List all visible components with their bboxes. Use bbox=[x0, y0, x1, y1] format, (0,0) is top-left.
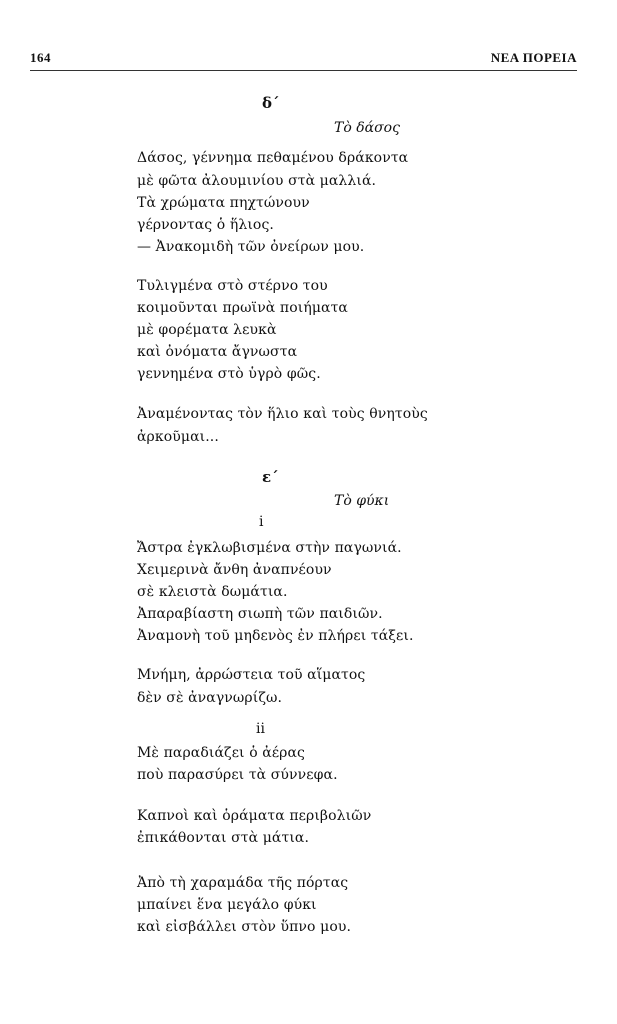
poem-line: Μὲ παραδιάζει ὁ ἀέρας bbox=[137, 745, 306, 761]
poem-line: Ἀπαραβίαστη σιωπὴ τῶν παιδιῶν. bbox=[137, 606, 383, 622]
poem-line: μπαίνει ἕνα μεγάλο φύκι bbox=[137, 897, 317, 913]
part-label-ii: ii bbox=[256, 721, 265, 737]
poem-line: ποὺ παρασύρει τὰ σύννεφα. bbox=[137, 767, 338, 783]
part-label-i: i bbox=[259, 514, 264, 530]
section-mark-d: δ΄ bbox=[262, 94, 280, 112]
poem-line: μὲ φῶτα ἀλουμινίου στὰ μαλλιά. bbox=[137, 173, 377, 189]
poem-line: — Ἀνακομιδὴ τῶν ὀνείρων μου. bbox=[137, 239, 365, 255]
poem-line: Ἀναμονὴ τοῦ μηδενὸς ἐν πλήρει τάξει. bbox=[137, 628, 414, 644]
running-head bbox=[30, 50, 577, 71]
poem-line: Ἀναμένοντας τὸν ἥλιο καὶ τοὺς θνητοὺς bbox=[137, 406, 428, 422]
poem-line: μὲ φορέματα λευκὰ bbox=[137, 322, 277, 338]
poem-line: Καπνοὶ καὶ ὁράματα περιβολιῶν bbox=[137, 808, 372, 824]
journal-title: ΝΕΑ ΠΟΡΕΙΑ bbox=[490, 50, 577, 65]
page-number: 164 bbox=[30, 50, 51, 65]
poem-line: Τὰ χρώματα πηχτώνουν bbox=[137, 195, 310, 211]
poem-title-seaweed: Τὸ φύκι bbox=[334, 493, 390, 509]
poem-line: Τυλιγμένα στὸ στέρνο του bbox=[137, 278, 328, 294]
poem-line: σὲ κλειστὰ δωμάτια. bbox=[137, 584, 288, 600]
poem-line: Ἀπὸ τὴ χαραμάδα τῆς πόρτας bbox=[137, 875, 349, 891]
poem-line: δὲν σὲ ἀναγνωρίζω. bbox=[137, 690, 283, 706]
poem-line: Μνήμη, ἀρρώστεια τοῦ αἵματος bbox=[137, 667, 366, 683]
poem-line: ἐπικάθονται στὰ μάτια. bbox=[137, 830, 310, 846]
poem-line: κοιμοῦνται πρωϊνὰ ποιήματα bbox=[137, 300, 348, 316]
poem-line: γέρνοντας ὁ ἥλιος. bbox=[137, 217, 274, 233]
poem-line: καὶ ὀνόματα ἄγνωστα bbox=[137, 344, 298, 360]
poem-line: ἀρκοῦμαι... bbox=[137, 429, 219, 445]
poem-title-forest: Τὸ δάσος bbox=[334, 120, 400, 136]
poem-line: γεννημένα στὸ ὑγρὸ φῶς. bbox=[137, 366, 321, 382]
section-mark-e: ε΄ bbox=[262, 468, 279, 486]
poem-line: καὶ εἰσβάλλει στὸν ὕπνο μου. bbox=[137, 919, 352, 935]
poem-line: Δάσος, γέννημα πεθαμένου δράκοντα bbox=[137, 150, 409, 166]
poem-line: Ἄστρα ἐγκλωβισμένα στὴν παγωνιά. bbox=[137, 540, 402, 556]
poem-line: Χειμερινὰ ἄνθη ἀναπνέουν bbox=[137, 562, 332, 578]
